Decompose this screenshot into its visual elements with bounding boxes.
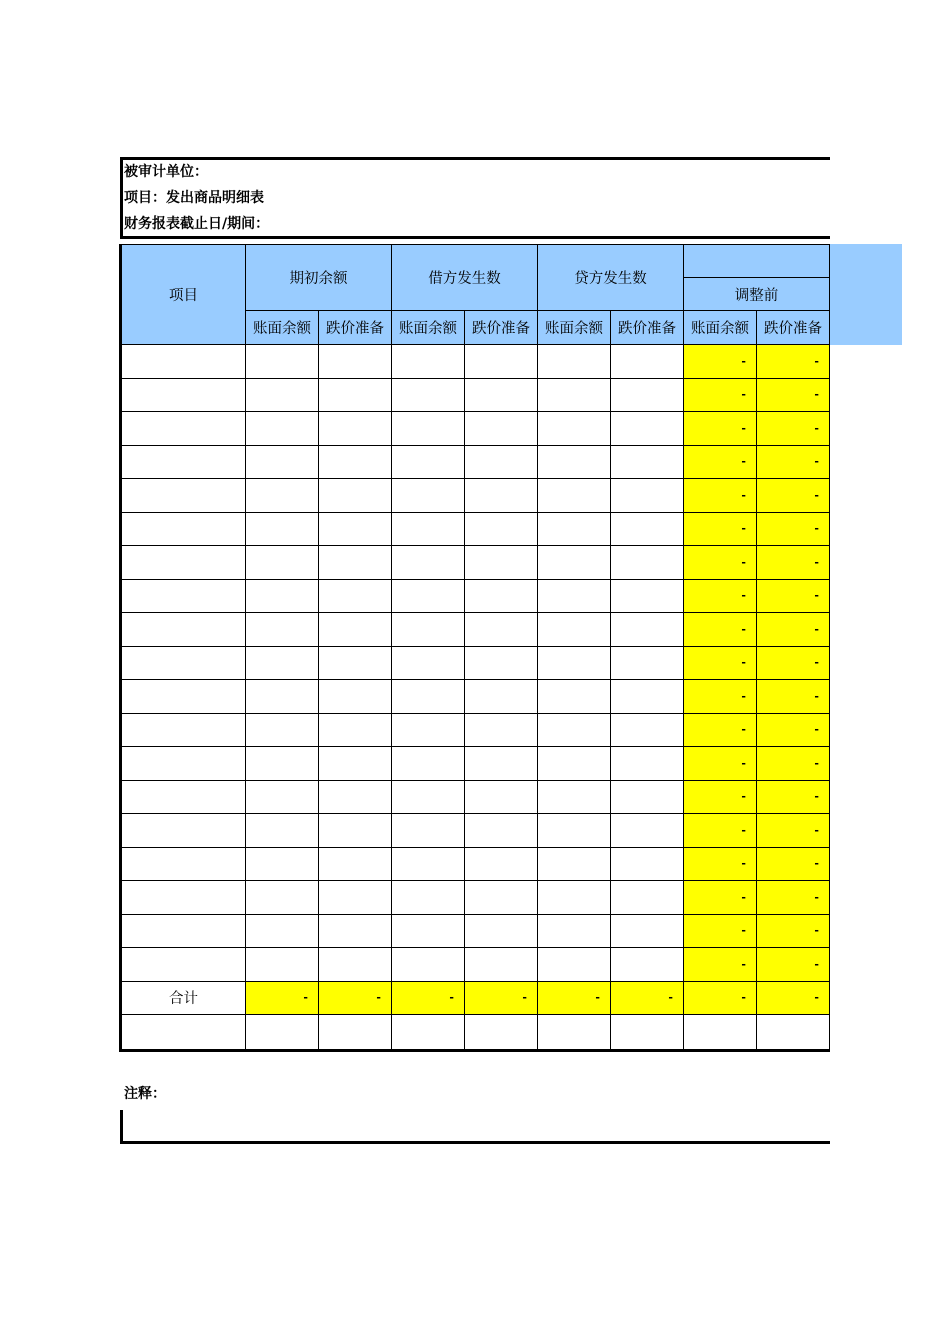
formula-cell-book-balance[interactable]: - (684, 881, 757, 915)
data-cell[interactable] (392, 445, 465, 479)
data-cell[interactable] (465, 512, 538, 546)
data-cell[interactable] (392, 646, 465, 680)
data-cell[interactable] (392, 847, 465, 881)
notes-left-border (120, 1110, 123, 1144)
table-row (122, 445, 830, 479)
data-cell[interactable] (392, 680, 465, 714)
formula-cell-book-balance[interactable]: - (684, 345, 757, 379)
total-formula-cell[interactable]: - (319, 981, 392, 1015)
data-cell[interactable] (319, 345, 392, 379)
report-date-label: 财务报表截止日/期间： (124, 216, 270, 232)
formula-cell-impairment[interactable]: - (757, 713, 830, 747)
data-cell[interactable] (392, 747, 465, 781)
sub-header-impairment: 跌价准备 (319, 311, 392, 345)
data-cell[interactable] (392, 1015, 465, 1050)
data-cell[interactable] (465, 646, 538, 680)
data-cell[interactable] (319, 948, 392, 982)
item-cell[interactable] (122, 445, 246, 479)
data-cell[interactable] (246, 881, 319, 915)
total-formula-cell[interactable]: - (611, 981, 684, 1015)
formula-cell-impairment[interactable]: - (757, 613, 830, 647)
data-cell[interactable] (465, 780, 538, 814)
formula-cell-book-balance[interactable]: - (684, 814, 757, 848)
data-cell[interactable] (611, 1015, 684, 1050)
debit-header: 借方发生数 (392, 245, 538, 311)
item-cell[interactable] (122, 948, 246, 982)
header-row-1 (122, 245, 830, 278)
formula-cell-book-balance[interactable]: - (684, 378, 757, 412)
data-cell[interactable] (319, 445, 392, 479)
formula-cell-book-balance[interactable]: - (684, 948, 757, 982)
data-cell[interactable] (611, 847, 684, 881)
detail-table (121, 244, 830, 1050)
data-cell[interactable] (757, 1015, 830, 1050)
data-cell[interactable] (392, 914, 465, 948)
formula-cell-book-balance[interactable]: - (684, 613, 757, 647)
formula-cell-impairment[interactable]: - (757, 512, 830, 546)
table-row (122, 814, 830, 848)
data-cell[interactable] (246, 847, 319, 881)
data-cell[interactable] (538, 546, 611, 580)
data-cell[interactable] (611, 579, 684, 613)
data-cell[interactable] (319, 713, 392, 747)
data-cell[interactable] (611, 479, 684, 513)
table-row (122, 579, 830, 613)
table-row (122, 881, 830, 915)
item-cell[interactable] (122, 847, 246, 881)
table-row (122, 512, 830, 546)
item-cell[interactable] (122, 546, 246, 580)
total-formula-cell[interactable]: - (392, 981, 465, 1015)
data-cell[interactable] (319, 546, 392, 580)
data-cell[interactable] (538, 445, 611, 479)
data-cell[interactable] (465, 847, 538, 881)
data-cell[interactable] (392, 613, 465, 647)
data-cell[interactable] (465, 680, 538, 714)
formula-cell-impairment[interactable]: - (757, 847, 830, 881)
total-row (122, 981, 830, 1015)
formula-cell-book-balance[interactable]: - (684, 713, 757, 747)
data-cell[interactable] (465, 747, 538, 781)
data-cell[interactable] (538, 579, 611, 613)
item-cell[interactable] (122, 1015, 246, 1050)
data-cell[interactable] (465, 479, 538, 513)
item-header: 项目 (122, 245, 246, 345)
formula-cell-impairment[interactable]: - (757, 646, 830, 680)
item-cell[interactable] (122, 479, 246, 513)
item-cell[interactable] (122, 814, 246, 848)
formula-cell-impairment[interactable]: - (757, 780, 830, 814)
data-cell[interactable] (246, 780, 319, 814)
data-cell[interactable] (392, 948, 465, 982)
item-cell[interactable] (122, 345, 246, 379)
total-formula-cell[interactable]: - (465, 981, 538, 1015)
table-row (122, 646, 830, 680)
data-cell[interactable] (392, 512, 465, 546)
formula-cell-impairment[interactable]: - (757, 914, 830, 948)
data-cell[interactable] (392, 479, 465, 513)
data-cell[interactable] (538, 747, 611, 781)
sub-header-impairment: 跌价准备 (611, 311, 684, 345)
data-cell[interactable] (246, 914, 319, 948)
data-cell[interactable] (538, 948, 611, 982)
formula-cell-impairment[interactable]: - (757, 412, 830, 446)
data-cell[interactable] (465, 1015, 538, 1050)
data-cell[interactable] (465, 445, 538, 479)
formula-cell-impairment[interactable]: - (757, 345, 830, 379)
table-row (122, 613, 830, 647)
data-cell[interactable] (611, 814, 684, 848)
data-cell[interactable] (538, 512, 611, 546)
formula-cell-book-balance[interactable]: - (684, 780, 757, 814)
data-cell[interactable] (465, 613, 538, 647)
sub-header-book-balance: 账面余额 (392, 311, 465, 345)
header-extension-fill (829, 244, 902, 345)
item-cell[interactable] (122, 579, 246, 613)
table-left-border (119, 244, 122, 1051)
table-row (122, 1015, 830, 1050)
adjust-group-header (684, 245, 830, 278)
data-cell[interactable] (538, 1015, 611, 1050)
project-title: 项目：发出商品明细表 (124, 190, 264, 206)
data-cell[interactable] (538, 814, 611, 848)
formula-cell-impairment[interactable]: - (757, 579, 830, 613)
formula-cell-book-balance[interactable]: - (684, 445, 757, 479)
total-formula-cell[interactable]: - (246, 981, 319, 1015)
data-cell[interactable] (319, 1015, 392, 1050)
table-row (122, 412, 830, 446)
total-formula-cell[interactable]: - (684, 981, 757, 1015)
table-row (122, 479, 830, 513)
data-cell[interactable] (538, 646, 611, 680)
data-cell[interactable] (392, 345, 465, 379)
formula-cell-book-balance[interactable]: - (684, 412, 757, 446)
data-cell[interactable] (465, 378, 538, 412)
data-cell[interactable] (611, 713, 684, 747)
sub-header-book-balance: 账面余额 (684, 311, 757, 345)
item-cell[interactable] (122, 512, 246, 546)
data-cell[interactable] (392, 378, 465, 412)
data-cell[interactable] (246, 613, 319, 647)
data-cell[interactable] (319, 479, 392, 513)
item-cell[interactable] (122, 680, 246, 714)
data-cell[interactable] (319, 512, 392, 546)
formula-cell-book-balance[interactable]: - (684, 546, 757, 580)
audited-unit-label: 被审计单位： (124, 164, 208, 180)
meta-left-border (120, 157, 123, 239)
table-row (122, 713, 830, 747)
data-cell[interactable] (611, 881, 684, 915)
total-label: 合计 (122, 981, 246, 1015)
data-cell[interactable] (465, 579, 538, 613)
before-adjust-header: 调整前 (684, 278, 830, 311)
data-cell[interactable] (319, 881, 392, 915)
formula-cell-impairment[interactable]: - (757, 479, 830, 513)
data-cell[interactable] (611, 613, 684, 647)
data-cell[interactable] (392, 881, 465, 915)
formula-cell-book-balance[interactable]: - (684, 680, 757, 714)
data-cell[interactable] (538, 613, 611, 647)
credit-header: 贷方发生数 (538, 245, 684, 311)
sub-header-impairment: 跌价准备 (465, 311, 538, 345)
formula-cell-book-balance[interactable]: - (684, 512, 757, 546)
item-cell[interactable] (122, 914, 246, 948)
data-cell[interactable] (246, 1015, 319, 1050)
table-row (122, 847, 830, 881)
table-row (122, 914, 830, 948)
data-cell[interactable] (465, 412, 538, 446)
formula-cell-impairment[interactable]: - (757, 814, 830, 848)
data-cell[interactable] (611, 680, 684, 714)
item-cell[interactable] (122, 613, 246, 647)
data-cell[interactable] (319, 579, 392, 613)
data-cell[interactable] (246, 747, 319, 781)
data-cell[interactable] (319, 747, 392, 781)
formula-cell-impairment[interactable]: - (757, 378, 830, 412)
sub-header-book-balance: 账面余额 (246, 311, 319, 345)
data-cell[interactable] (246, 948, 319, 982)
data-cell[interactable] (246, 713, 319, 747)
table-row (122, 948, 830, 982)
item-cell[interactable] (122, 747, 246, 781)
formula-cell-book-balance[interactable]: - (684, 646, 757, 680)
sub-header-impairment: 跌价准备 (757, 311, 830, 345)
formula-cell-book-balance[interactable]: - (684, 579, 757, 613)
data-cell[interactable] (611, 546, 684, 580)
data-cell[interactable] (611, 948, 684, 982)
item-cell[interactable] (122, 412, 246, 446)
data-cell[interactable] (246, 479, 319, 513)
formula-cell-book-balance[interactable]: - (684, 847, 757, 881)
data-cell[interactable] (611, 914, 684, 948)
data-cell[interactable] (465, 345, 538, 379)
item-cell[interactable] (122, 713, 246, 747)
data-cell[interactable] (246, 814, 319, 848)
formula-cell-book-balance[interactable]: - (684, 914, 757, 948)
data-cell[interactable] (538, 914, 611, 948)
meta-bottom-border (120, 236, 830, 239)
notes-label: 注释： (124, 1086, 166, 1102)
data-cell[interactable] (465, 546, 538, 580)
data-cell[interactable] (246, 680, 319, 714)
data-cell[interactable] (392, 412, 465, 446)
data-cell[interactable] (465, 948, 538, 982)
table-row (122, 780, 830, 814)
data-cell[interactable] (611, 412, 684, 446)
sub-header-book-balance: 账面余额 (538, 311, 611, 345)
data-cell[interactable] (611, 512, 684, 546)
data-cell[interactable] (392, 546, 465, 580)
formula-cell-book-balance[interactable]: - (684, 479, 757, 513)
data-cell[interactable] (538, 345, 611, 379)
item-cell[interactable] (122, 780, 246, 814)
data-cell[interactable] (319, 378, 392, 412)
total-formula-cell[interactable]: - (757, 981, 830, 1015)
data-cell[interactable] (538, 847, 611, 881)
item-cell[interactable] (122, 378, 246, 412)
data-cell[interactable] (319, 613, 392, 647)
table-row (122, 680, 830, 714)
data-cell[interactable] (538, 780, 611, 814)
data-cell[interactable] (319, 780, 392, 814)
data-cell[interactable] (319, 646, 392, 680)
notes-bottom-border (120, 1141, 830, 1144)
formula-cell-impairment[interactable]: - (757, 445, 830, 479)
data-cell[interactable] (611, 780, 684, 814)
data-cell[interactable] (392, 780, 465, 814)
item-cell[interactable] (122, 646, 246, 680)
data-cell[interactable] (246, 345, 319, 379)
formula-cell-impairment[interactable]: - (757, 747, 830, 781)
data-cell[interactable] (611, 445, 684, 479)
data-cell[interactable] (392, 814, 465, 848)
data-cell[interactable] (465, 881, 538, 915)
data-cell[interactable] (246, 512, 319, 546)
data-cell[interactable] (538, 680, 611, 714)
data-cell[interactable] (392, 579, 465, 613)
formula-cell-impairment[interactable]: - (757, 546, 830, 580)
data-cell[interactable] (611, 646, 684, 680)
data-cell[interactable] (465, 814, 538, 848)
data-cell[interactable] (246, 579, 319, 613)
data-cell[interactable] (392, 713, 465, 747)
table-row (122, 747, 830, 781)
data-cell[interactable] (246, 412, 319, 446)
data-cell[interactable] (538, 881, 611, 915)
data-cell[interactable] (611, 747, 684, 781)
data-cell[interactable] (246, 445, 319, 479)
data-cell[interactable] (246, 646, 319, 680)
data-cell[interactable] (538, 412, 611, 446)
data-cell[interactable] (611, 378, 684, 412)
formula-cell-impairment[interactable]: - (757, 881, 830, 915)
data-cell[interactable] (465, 713, 538, 747)
data-cell[interactable] (319, 914, 392, 948)
data-cell[interactable] (246, 378, 319, 412)
table-row (122, 546, 830, 580)
data-cell[interactable] (538, 479, 611, 513)
formula-cell-book-balance[interactable]: - (684, 747, 757, 781)
total-formula-cell[interactable]: - (538, 981, 611, 1015)
table-bottom-border (119, 1049, 830, 1052)
table-row (122, 345, 830, 379)
top-border (120, 157, 830, 160)
formula-cell-impairment[interactable]: - (757, 680, 830, 714)
formula-cell-impairment[interactable]: - (757, 948, 830, 982)
data-cell[interactable] (246, 546, 319, 580)
item-cell[interactable] (122, 881, 246, 915)
data-cell[interactable] (611, 345, 684, 379)
opening-balance-header: 期初余额 (246, 245, 392, 311)
data-cell[interactable] (538, 713, 611, 747)
data-cell[interactable] (684, 1015, 757, 1050)
data-cell[interactable] (538, 378, 611, 412)
table-row (122, 378, 830, 412)
data-cell[interactable] (319, 680, 392, 714)
data-cell[interactable] (319, 814, 392, 848)
data-cell[interactable] (319, 412, 392, 446)
data-cell[interactable] (465, 914, 538, 948)
data-cell[interactable] (319, 847, 392, 881)
